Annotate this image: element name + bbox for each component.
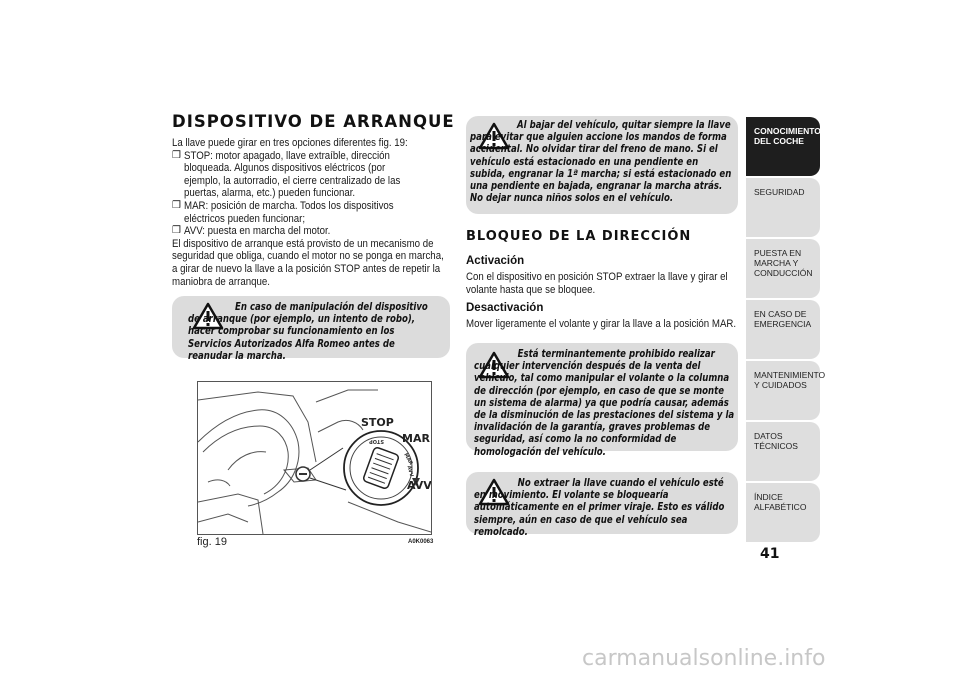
bullet-checkbox-icon: ❒ xyxy=(172,199,181,211)
figure-caption: fig. 19 xyxy=(197,536,227,548)
bullet-text: MAR: posición de marcha. Todos los dispositivos eléctricos pueden funcionar; xyxy=(184,199,394,225)
warning-box xyxy=(466,472,738,538)
section-title: DISPOSITIVO DE ARRANQUE xyxy=(172,112,455,131)
tab-seguridad[interactable]: SEGURIDAD xyxy=(746,178,820,237)
steering-lock-title: BLOQUEO DE LA DIRECCIÓN xyxy=(466,229,692,244)
bullet-stop xyxy=(172,150,450,200)
tab-puesta-en-marcha[interactable]: PUESTA EN MARCHA Y CONDUCCIÓN xyxy=(746,239,820,298)
safety-paragraph: El dispositivo de arranque está provisto de un mecanismo de seguridad que obliga, cuando el motor no se ponga en marcha, a girar de nuevo la llave a la posición STOP antes de repetir la maniobra de arranque. xyxy=(172,237,444,288)
warning-box xyxy=(466,116,738,214)
dial-label-mar: MAR xyxy=(402,452,414,467)
warning-text: Al bajar del vehículo, quitar siempre la llave para evitar que alguien accione los mandos de forma accidental. No olvidar tirar del freno de mano. Si el vehículo está estacionado en una pendiente en subida, engranar la 1ª marcha; si está estacionado en una pendiente en bajada, engranar la marcha atrás. No dejar nunca niños solos en el vehículo. xyxy=(470,120,732,205)
bullet-checkbox-icon: ❒ xyxy=(172,225,181,237)
activation-text: Con el dispositivo en posición STOP extraer la llave y girar el volante hasta que se bloquee. xyxy=(466,271,728,296)
figure-label-avv: AVV xyxy=(407,479,431,492)
warning-box xyxy=(172,296,450,362)
deactivation-text: Mover ligeramente el volante y girar la llave a la posición MAR. xyxy=(466,318,737,330)
dial-label-stop: STOP xyxy=(369,438,384,444)
warning-text: No extraer la llave cuando el vehículo esté en movimiento. El volante se bloquearía automáticamente en el primer viraje. Esto es válido siempre, aún en caso de que el vehículo sea remolcado. xyxy=(474,478,725,538)
tab-mantenimiento[interactable]: MANTENIMIENTO Y CUIDADOS xyxy=(746,361,820,420)
bullet-text: AVV: puesta en marcha del motor. xyxy=(184,225,331,238)
left-column xyxy=(172,137,450,288)
bullet-text: STOP: motor apagado, llave extraíble, dirección bloqueada. Algunos dispositivos eléctricos (por ejemplo, la autorradio, el cierre centralizado de las puertas, alarma, etc.) pueden funcionar. xyxy=(184,149,401,200)
intro-text: La llave puede girar en tres opciones diferentes fig. 19: xyxy=(172,137,408,149)
bullet-avv xyxy=(172,225,450,238)
tab-en-caso-de-emergencia[interactable]: EN CASO DE EMERGENCIA xyxy=(746,300,820,359)
bullet-mar xyxy=(172,200,450,225)
activation-block xyxy=(466,271,738,296)
bullet-checkbox-icon: ❒ xyxy=(172,149,181,161)
page-number: 41 xyxy=(760,546,780,562)
chapter-tabs xyxy=(746,117,826,544)
deactivation-block xyxy=(466,318,738,331)
figure-ignition-switch xyxy=(197,381,432,535)
tab-indice-alfabetico[interactable]: ÍNDICE ALFABÉTICO xyxy=(746,483,820,542)
ignition-illustration xyxy=(198,382,431,534)
watermark: carmanualsonline.info xyxy=(582,646,826,671)
figure-label-mar: MAR xyxy=(402,432,430,445)
warning-box xyxy=(466,343,738,458)
dial-label-avv: AVV xyxy=(405,465,415,478)
activation-heading: Activación xyxy=(466,255,525,267)
tab-conocimiento-del-coche[interactable]: CONOCIMIENTO DEL COCHE xyxy=(746,117,820,176)
deactivation-heading: Desactivación xyxy=(466,302,544,314)
figure-label-stop: STOP xyxy=(361,416,394,429)
warning-text: Está terminantemente prohibido realizar cualquier intervención después de la venta del vehículo, tal como manipular el volante o la columna de dirección (por ejemplo, en caso de que se monte un sistema de alarma) ya que podría causar, además de la disminución de las prestaciones del sistema y la invalidación de la garantía, graves problemas de seguridad, así como la no conformidad de homologación del vehículo. xyxy=(474,349,735,458)
figure-code: A0K0063 xyxy=(408,539,434,545)
warning-text: En caso de manipulación del dispositivo de arranque (por ejemplo, un intento de robo), hacer comprobar su funcionamiento en los Servicios Autorizados Alfa Romeo antes de reanudar la marcha. xyxy=(188,302,428,362)
tab-datos-tecnicos[interactable]: DATOS TÉCNICOS xyxy=(746,422,820,481)
